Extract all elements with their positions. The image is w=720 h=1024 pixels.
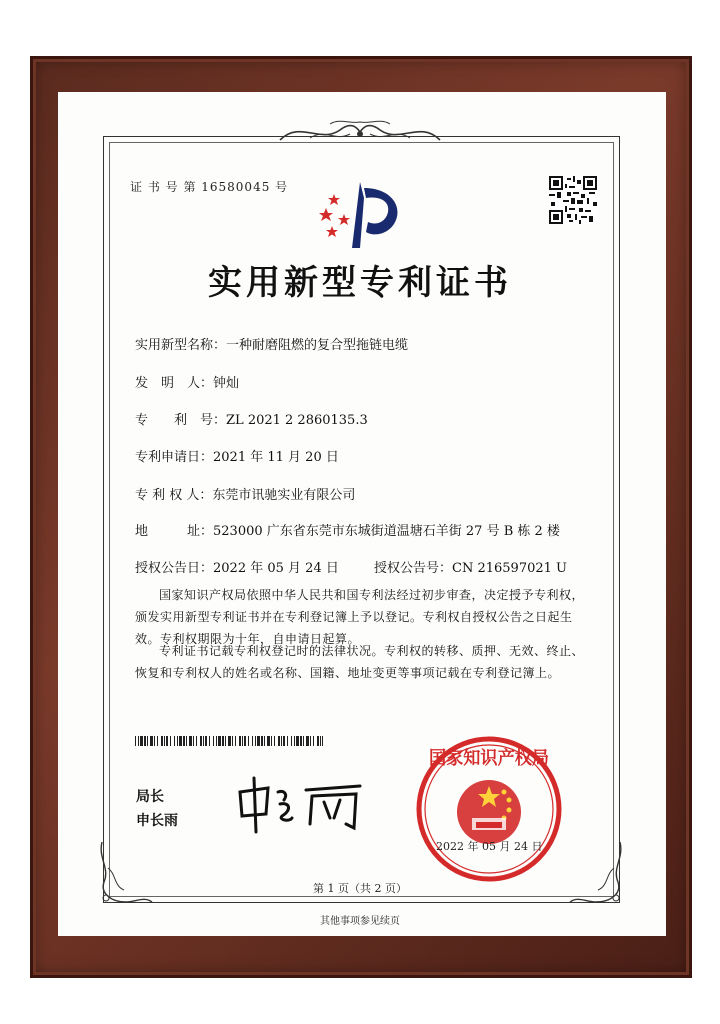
field-address-value: 523000 广东省东莞市东城街道温塘石羊街 27 号 B 栋 2 楼 [213,524,560,539]
field-grant-no [374,557,567,576]
footer-note: 其他事项参见续页 [320,916,400,927]
field-grant-date-label: 授权公告日： [135,561,214,576]
field-filing-date [135,446,339,465]
field-filing-date-label: 专利申请日： [135,450,214,465]
signature-name: 申长雨 [136,813,178,829]
field-name-label: 实用新型名称： [135,338,227,353]
field-patentee-label: 专 利 权 人： [135,488,213,503]
field-inventor [135,372,239,391]
field-grant-no-value: CN 216597021 U [452,561,567,576]
field-address [135,520,560,539]
field-patent-no [135,409,368,428]
certificate-title: 实用新型专利证书 [208,263,512,303]
top-ornament-icon [270,118,450,148]
page-number: 第 1 页（共 2 页） [313,882,407,895]
body-paragraph-1: 国家知识产权局依照中华人民共和国专利法经过初步审查，决定授予专利权，颁发实用新型专利证书并在专利登记簿上予以登记。专利权自授权公告之日起生效。专利权期限为十年，自申请日起算。 [135,588,585,646]
signature-title: 局长 [136,789,164,805]
corner-ornament-bl-icon [96,838,156,908]
field-patent-no-label: 专 利 号： [135,413,227,428]
field-patentee [135,484,355,503]
field-patent-no-value: ZL 2021 2 2860135.3 [226,413,368,428]
body-paragraph-2: 专利证书记载专利权登记时的法律状况。专利权的转移、质押、无效、终止、恢复和专利权人的姓名或名称、国籍、地址变更等事项记载在专利登记簿上。 [135,644,585,680]
handwritten-signature-icon [232,772,372,836]
field-filing-date-value: 2021 年 11 月 20 日 [213,450,339,465]
field-grant-date [135,557,339,576]
barcode-icon [135,736,323,746]
seal-date: 2022 年 05 月 24 日 [436,840,543,853]
field-address-label: 地 址： [135,524,214,539]
field-inventor-value: 钟灿 [213,376,240,391]
field-name-value: 一种耐磨阻燃的复合型拖链电缆 [226,338,409,353]
official-red-seal-icon [414,734,564,884]
field-grant-date-value: 2022 年 05 月 24 日 [213,561,339,576]
field-grant-no-label: 授权公告号： [374,561,453,576]
seal-text: 国家知识产权局 [429,748,555,769]
corner-ornament-br-icon [566,838,626,908]
qr-code-icon [549,176,597,224]
certificate-number: 证 书 号 第 16580045 号 [130,180,289,194]
field-inventor-label: 发 明 人： [135,376,214,391]
cnipa-logo-icon [312,178,408,254]
field-patentee-value: 东莞市讯驰实业有限公司 [212,488,356,503]
field-name [135,334,408,353]
